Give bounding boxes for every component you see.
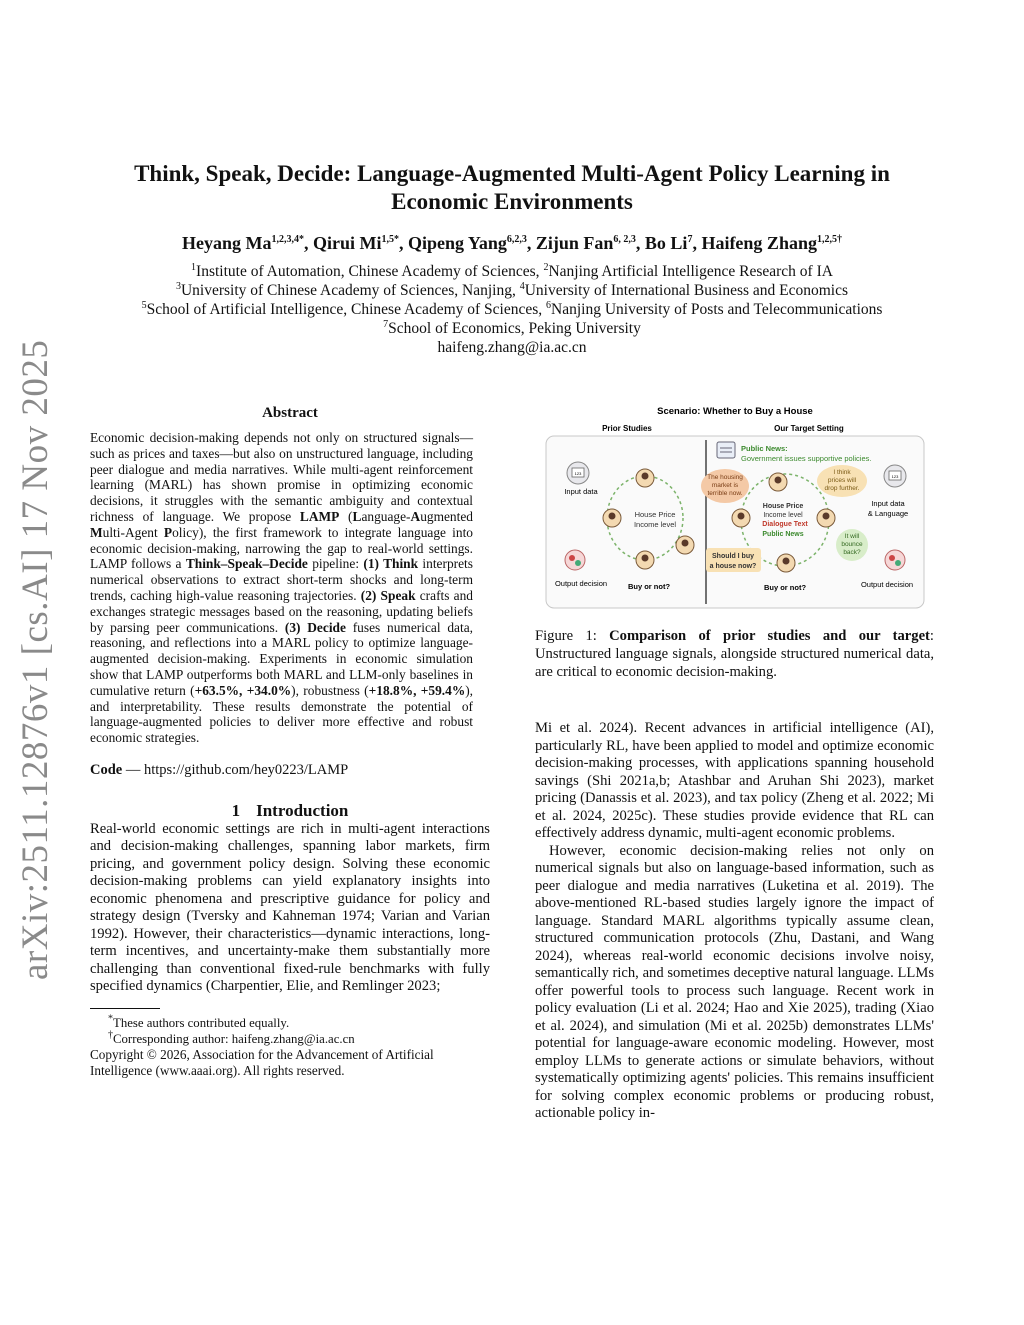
affil-text: School of Economics, Peking University (388, 320, 641, 337)
section-number: 1 (231, 800, 241, 820)
section-heading-introduction (90, 801, 490, 821)
speech-bubble (817, 465, 867, 497)
author-name: Zijun Fan (535, 233, 614, 253)
public-news-item-label: Public News (762, 531, 804, 538)
agent-avatar-icon (636, 551, 654, 569)
svg-text:market is: market is (711, 482, 739, 489)
figure-1-diagram (545, 400, 925, 612)
author-sup: 6, 2,3 (613, 234, 636, 245)
author-name: Haifeng Zhang (701, 233, 817, 253)
decision-icon (565, 550, 585, 570)
public-news-label: Public News: (741, 444, 788, 453)
prior-studies-label: Prior Studies (602, 424, 652, 433)
svg-text:It will: It will (844, 533, 860, 540)
affil-sup: 4 (519, 280, 525, 292)
affiliation-line (90, 281, 934, 300)
speech-bubble (701, 469, 749, 503)
affiliations (90, 262, 934, 357)
code-line (90, 762, 490, 779)
affil-text: Nanjing Artificial Intelligence Research of IA (548, 263, 833, 280)
affil-text: Nanjing University of Posts and Telecommunications (551, 301, 883, 318)
affil-text: School of Artificial Intelligence, Chinese Academy of Sciences, (146, 301, 547, 318)
abstract-text: Economic decision-making depends not only on structured signals—such as prices and taxes—but also on unstructured language, including peer dialogue and media narratives. While multi-agent reinforcement learning (MARL) has shown promise in optimizing economic decisions, it struggles with the semantic ambiguity and contextual richness of language. We propose LAMP (Language-Augmented Multi-Agent Policy), the first framework to integrate language into economic decision-making, narrowing the gap to real-world settings. LAMP follows a Think–Speak–Decide pipeline: (1) Think interprets numerical observations to extract short-term shocks and long-term trends, caching high-value reasoning trajectories. (2) Speak crafts and exchanges strategic messages based on the reasoning, updating beliefs by parsing peer communications. (3) Decide fuses numerical data, reasoning, and reflections into a MARL policy to optimize language-augmented decision-making. Experiments in economic simulation show that LAMP outperforms both MARL and LLM-only baselines in cumulative return (+63.5%, +34.0%), robustness (+18.8%, +59.4%), and interpretability. These results demonstrate the potential of language-augmented policies to deliver more effective and robust economic strategies. (90, 430, 474, 746)
svg-text:123: 123 (891, 474, 899, 479)
affiliation-line (90, 319, 934, 338)
svg-text:prices will: prices will (827, 477, 857, 484)
author-list: Heyang $Ma^{1,2,3,4*}$, Qirui $Mi^{1,5*}$, Qipeng Yang$^{6,2,3}$, Zijun Fan$^{6, 2,3}$, Bo Li$^7$, Haifeng Zhang$^{1,2,5\dagger}$ (182, 233, 842, 253)
section-title: Introduction (256, 800, 349, 820)
house-price-label: House Price (634, 510, 676, 519)
figure-scenario-title: Scenario: Whether to Buy a House (657, 406, 813, 417)
paper-title (90, 160, 934, 216)
left-column (90, 405, 490, 1080)
author-sup: 7 (687, 234, 693, 245)
svg-text:a house now?: a house now? (709, 563, 757, 570)
agent-avatar-icon (817, 509, 835, 527)
agent-avatar-icon (636, 469, 654, 487)
affil-sup: 5 (141, 299, 147, 311)
affil-sup: 3 (175, 280, 181, 292)
code-link[interactable]: https://github.com/hey0223/LAMP (143, 761, 349, 778)
author-name: Heyang Ma (182, 233, 272, 253)
code-dash: — (122, 761, 144, 778)
svg-text:bounce: bounce (841, 541, 863, 548)
agent-avatar-icon (769, 473, 787, 491)
affil-text: Institute of Automation, Chinese Academy of Sciences, (196, 263, 544, 280)
affil-sup: 6 (546, 299, 552, 311)
author-sup: 1,2,3,4* (271, 234, 305, 245)
footnote-1: *These authors contributed equally. (108, 1013, 290, 1030)
author-sup: 1,2,5† (816, 234, 842, 245)
figure-1 (545, 400, 925, 612)
svg-text:terrible now.: terrible now. (707, 490, 743, 497)
code-label: Code (90, 761, 123, 778)
question-box (706, 548, 761, 572)
agent-avatar-icon (603, 509, 621, 527)
buy-or-not-label: Buy or not? (763, 583, 807, 592)
caption-text: : Unstructured language signals, alongside structured numerical data, are critical to economic decision-making. (535, 628, 934, 680)
author-sup: 6,2,3 (506, 234, 527, 245)
svg-text:drop further.: drop further. (824, 485, 860, 492)
income-level-label: Income level (633, 520, 677, 529)
contact-email: haifeng.zhang@ia.ac.cn (437, 339, 587, 356)
target-setting-label: Our Target Setting (774, 424, 844, 433)
right-column (535, 720, 934, 1123)
caption-label: Figure 1: (535, 628, 610, 644)
affiliation-line (90, 300, 934, 319)
intro-paragraph: Real-world economic settings are rich in multi-agent interactions and decision-making challenges, spanning labor markets, firm pricing, and government policy design. Solving these economic decision-making problems can yield explanatory insights into economic phenomena and prescriptive guidance for policy and strategy design (Tversky and Kahneman 1974; Varian and Varian 1992). However, their characteristics—dynamic interactions, long-term incentives, and uncertainty-make them substantially more challenging than conventional fixed-rule benchmarks with fully specified dynamics (Charpentier, Elie, and Remlinger 2023; (90, 820, 490, 995)
affil-text: University of International Business and Economics (524, 282, 849, 299)
output-decision-label: Output decision (554, 579, 608, 588)
speech-bubble (836, 529, 868, 561)
arxiv-side-label: arXiv:2511.12876v1 [cs.AI] 17 Nov 2025 (15, 339, 56, 980)
svg-text:I think: I think (833, 469, 851, 476)
affil-sup: 7 (383, 318, 389, 330)
agent-avatar-icon (777, 554, 795, 572)
decision-icon (885, 550, 905, 570)
affil-sup: 1 (191, 261, 197, 273)
figure-1-caption (535, 627, 934, 681)
buy-or-not-label: Buy or not? (627, 582, 671, 591)
body-paragraph: However, economic decision-making relies not only on numerical signals but also on language-based information, such as peer dialogue and media narratives (Luketina et al. 2019). The above-mentioned RL-based studies largely ignore the impact of language. Standard MARL algorithms typically assume clean, structured communication protocols (Zhu, Dastani, and Wang 2024), whereas real-world economic decisions involve noisy, semantically rich, and sometimes deceptive natural language. LLMs offer powerful tools to process such language. Recent work in policy evaluation (Li et al. 2024; Hao and Xie 2025), trading (Xiao et al. 2024), and simulation (Mi et al. 2025b) demonstrates LLMs' potential for language-aware economic modeling. However, most employ LLMs to generate actions or simulate behaviors, without systematically optimizing agents' policies. This remains insufficient for solving complex economic problems or producing robust, actionable policy in- (535, 842, 934, 1121)
title-line-1: Think, Speak, Decide: Language-Augmented Multi-Agent Policy Learning in (134, 161, 890, 186)
author-sup: 1,5* (381, 234, 400, 245)
affil-sup: 2 (543, 261, 549, 273)
author-name: Qirui Mi (313, 233, 382, 253)
svg-text:back?: back? (843, 549, 861, 556)
agent-avatar-icon (676, 536, 694, 554)
footnote-2: †Corresponding author: haifeng.zhang@ia.ac.cn (108, 1029, 355, 1046)
dialogue-text-label: Dialogue Text (762, 521, 808, 528)
copyright-notice: Copyright © 2026, Association for the Advancement of Artificial Intelligence (www.aaai.org). All rights reserved. (90, 1046, 434, 1079)
svg-text:Should I buy: Should I buy (712, 553, 754, 560)
svg-text:123: 123 (574, 471, 582, 476)
author-name: Bo Li (644, 233, 688, 253)
abstract-heading: Abstract (262, 405, 318, 421)
income-level-label: Income level (763, 512, 803, 519)
news-icon (717, 442, 735, 458)
public-news-text: Government issues supportive policies. (741, 454, 872, 463)
title-line-2: Economic Environments (391, 189, 633, 214)
affiliation-line (90, 262, 934, 281)
chart-icon (567, 462, 589, 484)
svg-text:The housing: The housing (707, 474, 743, 481)
chart-icon (884, 465, 906, 487)
body-paragraph: Mi et al. 2024). Recent advances in artificial intelligence (AI), particularly RL, have been applied to model and optimize economic decision-making processes, with applications spanning household savings (Shi 2021a,b; Atashbar and Aruhan Shi 2023), market pricing (Danassis et al. 2023), and tax policy (Zheng et al. 2022; Mi et al. 2024, 2025c). These studies provide evidence that RL can effectively address dynamic, multi-agent economic problems. (535, 720, 934, 841)
input-language-label: & Language (867, 509, 909, 518)
output-decision-label: Output decision (860, 580, 914, 589)
footnote-rule (90, 1008, 160, 1009)
house-price-label: House Price (762, 503, 804, 510)
affil-text: University of Chinese Academy of Sciences, Nanjing, (180, 282, 520, 299)
agent-avatar-icon (732, 509, 750, 527)
input-data-label: Input data (564, 487, 598, 496)
caption-emphasis: Comparison of prior studies and our target (609, 628, 930, 644)
input-language-label: Input data (871, 499, 905, 508)
author-name: Qipeng Yang (408, 233, 507, 253)
